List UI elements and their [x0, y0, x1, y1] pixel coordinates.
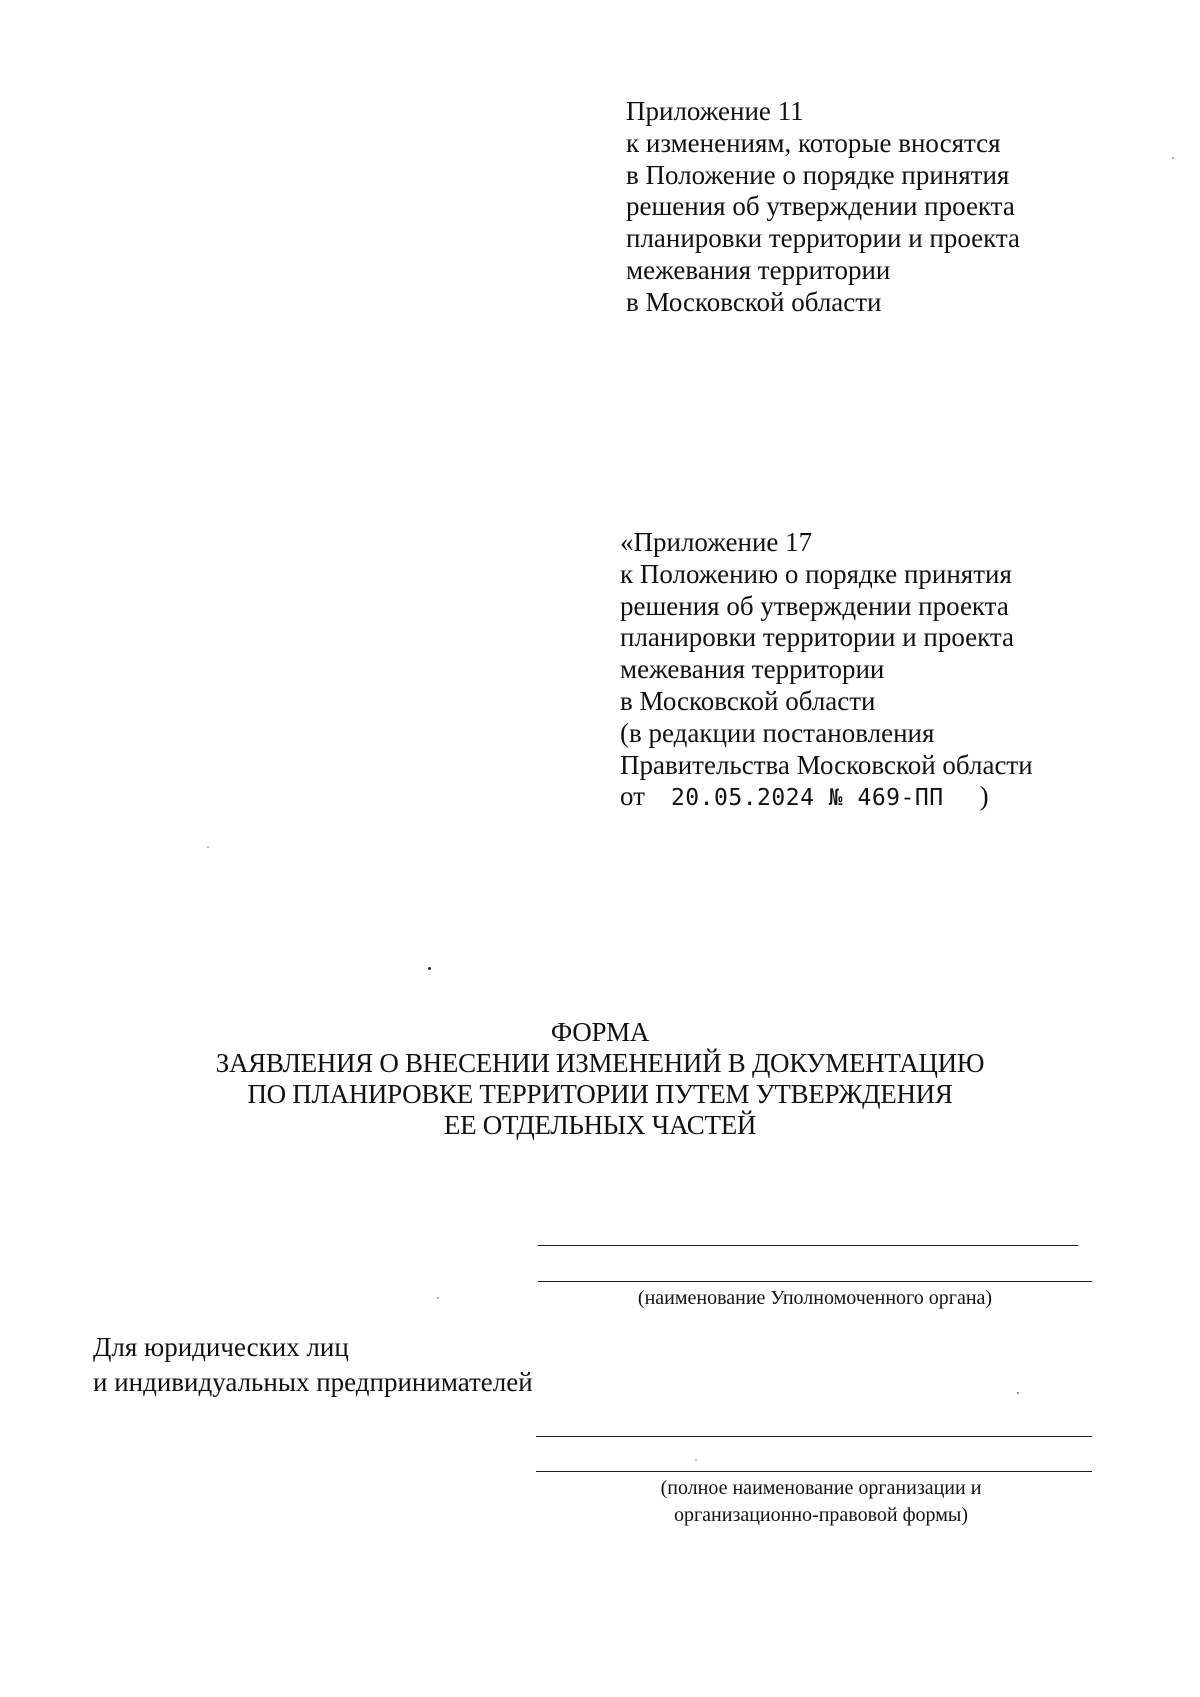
authority-name-line[interactable]	[538, 1245, 1078, 1246]
appendix-17-line: межевания территории	[620, 654, 885, 685]
authority-name-line[interactable]	[538, 1281, 1092, 1282]
organization-caption	[606, 1475, 1036, 1529]
appendix-11-line: в Положение о порядке принятия	[626, 159, 1010, 190]
appendix-11-header	[626, 96, 1020, 319]
form-title-line: ЗАЯВЛЕНИЯ О ВНЕСЕНИИ ИЗМЕНЕНИЙ В ДОКУМЕНТАЦИЮ	[215, 1048, 985, 1078]
appendix-17-line: к Положению о порядке принятия	[620, 558, 1012, 589]
scan-speck	[207, 846, 209, 848]
appendix-11-line: планировки территории и проекта	[626, 223, 1021, 254]
scan-speck	[1172, 157, 1174, 159]
appendix-11-line: решения об утверждении проекта	[626, 191, 1015, 222]
organization-name-line[interactable]	[536, 1471, 1092, 1472]
appendix-11-line: в Московской области	[626, 286, 882, 317]
appendix-17-line: Правительства Московской области	[620, 749, 1033, 780]
date-prefix: от	[620, 781, 645, 812]
scan-speck	[1017, 1392, 1019, 1394]
resolution-date-stamp: 20.05.2024 № 469-ПП	[670, 785, 944, 812]
appendix-17-line: (в редакции постановления	[620, 717, 935, 748]
form-title	[0, 1017, 1200, 1141]
appendix-17-line: «Приложение 17	[620, 527, 813, 557]
form-title-line: ФОРМА	[550, 1017, 650, 1047]
organization-caption-line: организационно-правовой формы)	[673, 1504, 969, 1526]
appendix-17-line: решения об утверждении проекта	[620, 590, 1009, 621]
appendix-11-line: межевания территории	[626, 254, 891, 285]
scan-speck	[428, 967, 431, 970]
organization-caption-line: (полное наименование организации и	[660, 1477, 982, 1499]
scan-speck	[695, 1459, 697, 1461]
scan-speck	[437, 1297, 439, 1299]
authority-caption: (наименование Уполномоченного органа)	[637, 1287, 993, 1309]
resolution-date-line	[620, 781, 1033, 815]
applicant-type	[93, 1330, 533, 1400]
applicant-type-line: и индивидуальных предпринимателей	[93, 1367, 533, 1397]
appendix-11-line: Приложение 11	[626, 96, 804, 126]
appendix-17-header	[620, 527, 1033, 815]
organization-name-line[interactable]	[536, 1436, 1092, 1437]
appendix-11-line: к изменениям, которые вносятся	[626, 127, 1001, 158]
form-title-line: ЕЕ ОТДЕЛЬНЫХ ЧАСТЕЙ	[443, 1110, 757, 1140]
applicant-type-line: Для юридических лиц	[93, 1332, 349, 1362]
appendix-17-line: в Московской области	[620, 685, 876, 716]
form-title-line: ПО ПЛАНИРОВКЕ ТЕРРИТОРИИ ПУТЕМ УТВЕРЖДЕНИЯ	[247, 1079, 953, 1109]
appendix-17-line: планировки территории и проекта	[620, 622, 1015, 653]
date-suffix: )	[979, 781, 989, 812]
